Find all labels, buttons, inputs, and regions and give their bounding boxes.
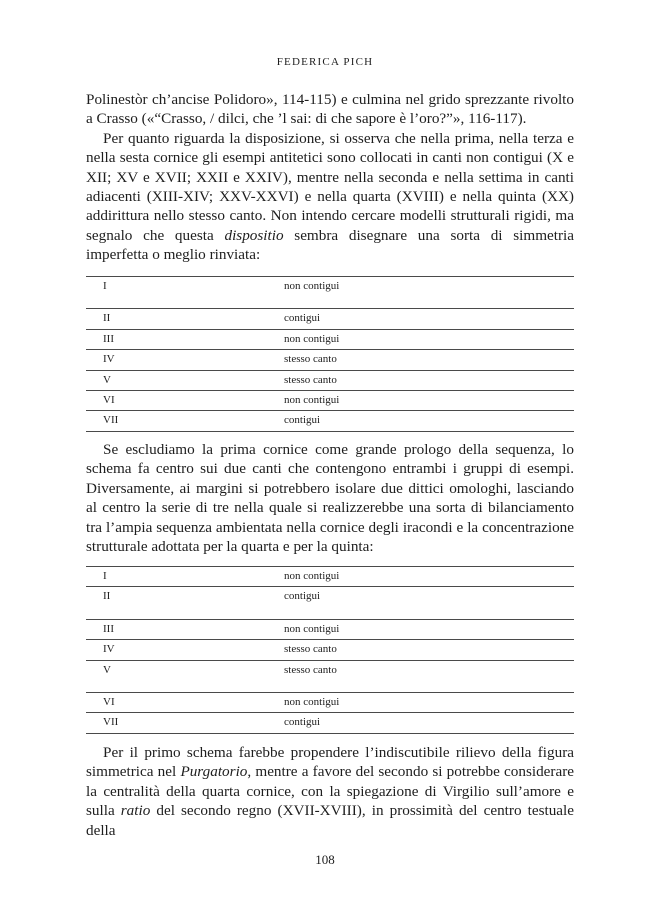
table-row: III non contigui [86, 619, 574, 639]
text-block-3 [86, 743, 574, 840]
table-row: VII contigui [86, 712, 574, 732]
italic-term: ratio [120, 802, 151, 820]
scheme-table-1 [86, 276, 574, 432]
table-row: VII contigui [86, 410, 574, 430]
table-row: II contigui [86, 586, 574, 606]
paragraph-conclusion: Per il primo schema farebbe propendere l’indiscutibile rilievo della figura simmetrica nel Purgatorio, mentre a favore del secondo si potrebbe considerare la centralità della quarta cornice, con la spiegazione di Virgilio sull’amore e sulla ratio del secondo regno (XVII-XVIII), in prossimità del centro testuale della [86, 744, 575, 839]
table-row: V stesso canto [86, 660, 574, 680]
table-row: III non contigui [86, 329, 574, 349]
table-row: I non contigui [103, 280, 340, 292]
table-row: VI non contigui [86, 390, 574, 410]
table-row: VI non contigui [86, 692, 574, 712]
paragraph-prologue: Se escludiamo la prima cornice come grande prologo della sequenza, lo schema fa centro sui due canti che contengono entrambi i gruppi di esempi. Diversamente, ai margini si potrebbero isolare due dittici omologhi, lasciando al centro la serie di tre nella quale si realizzerebbe una sorta di bilanciamento tra l’ampia sequenza ambientata nella cornice degli iracondi e la concentrazione strutturale adottata per la quarta e per la quinta: [86, 441, 574, 556]
italic-title: Purgatorio [180, 763, 248, 781]
table-row: IV stesso canto [86, 639, 574, 659]
paragraph-continuation: Polinestòr ch’ancise Polidoro», 114-115) e culmina nel grido sprezzante rivolto a Crasso («“Crasso, / dilci, che ’l sai: di che sapore è l’oro?”», 116-117). [86, 91, 574, 128]
italic-term: dispositio [224, 226, 284, 244]
running-head: FEDERICA PICH [276, 56, 374, 68]
paragraph-disposition: Per quanto riguarda la disposizione, si osserva che nella prima, nella terza e nella sesta cornice gli esempi antitetici sono collocati in canti non contigui (X e XII; XV e XVII; XXII e XXIV), mentre nella seconda e nella settima in canti adiacenti (XIII-XIV; XXV-XXVI) e nella quarta (XVIII) e nella quinta (XX) addirittura nello stesso canto. Non intendo cercare modelli strutturali rigidi, ma segnalo che questa dispositio sembra disegnare una sorta di simmetria imperfetta o meglio rinviata: [86, 129, 574, 264]
page-number: 108 [315, 852, 335, 867]
table-row: IV stesso canto [86, 349, 574, 369]
table-row: I non contigui [103, 570, 340, 582]
table-row: V stesso canto [86, 370, 574, 390]
table-bottom-rule [86, 431, 574, 432]
scheme-table-2 [86, 566, 574, 734]
table-row: II contigui [86, 308, 574, 328]
table-bottom-rule [86, 733, 574, 734]
text-block-2 [86, 440, 574, 556]
text-block-1 [86, 90, 574, 265]
